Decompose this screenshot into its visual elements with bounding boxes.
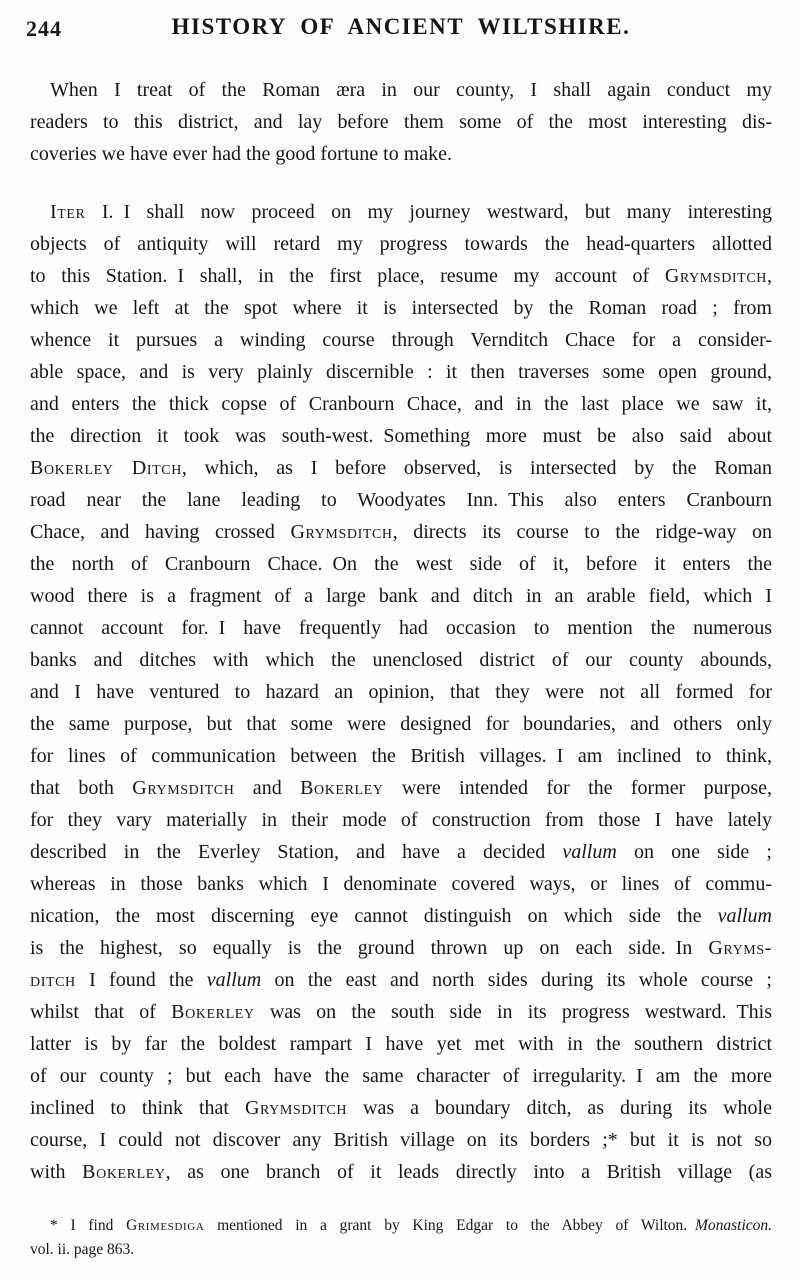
text-body <box>30 74 772 1188</box>
text-segment: , directs its course to the ridge-way on <box>392 521 773 543</box>
text-segment: with <box>30 1161 83 1183</box>
text-line <box>30 676 772 708</box>
text-segment: I found the <box>75 969 207 991</box>
text-segment: that both <box>30 777 133 799</box>
text-segment: latter is by far the boldest rampart I have yet met with in the southern district <box>30 1033 772 1055</box>
text-line <box>30 260 772 292</box>
text-line <box>30 708 772 740</box>
small-caps-text: ditch <box>30 969 76 991</box>
small-caps-text: Grimesdiga <box>126 1217 205 1234</box>
text-segment: vol. ii. page 863. <box>30 1241 135 1258</box>
text-segment: whilst that of <box>30 1001 172 1023</box>
text-segment: on the east and north sides during its whole course ; <box>261 969 772 991</box>
text-line <box>30 106 772 138</box>
small-caps-text: Grymsditch <box>132 777 235 799</box>
text-segment: the direction it took was south-west. Something more must be also said about <box>30 425 772 447</box>
text-line <box>30 836 772 868</box>
text-segment: is the highest, so equally is the ground thrown up on each side. In <box>30 937 709 959</box>
text-line <box>30 964 772 996</box>
text-segment: inclined to think that <box>30 1097 245 1119</box>
footnote-line <box>30 1214 772 1238</box>
text-segment: , which, as I before observed, is intersected by the Roman <box>181 457 773 479</box>
text-line <box>30 804 772 836</box>
text-line <box>30 868 772 900</box>
small-caps-text: Grymsditch <box>290 521 393 543</box>
text-segment: the north of Cranbourn Chace. On the west side of it, before it enters the <box>30 553 772 575</box>
text-line <box>30 1156 772 1188</box>
text-segment: on one side ; <box>616 841 772 863</box>
text-segment: , as one branch of it leads directly into a British village (as <box>165 1161 772 1183</box>
text-line <box>30 228 772 260</box>
text-line <box>30 612 772 644</box>
text-segment: readers to this district, and lay before them some of the most interesting dis- <box>30 111 772 133</box>
italic-text: vallum <box>717 905 772 927</box>
text-segment: whence it pursues a winding course through Vernditch Chace for a consider- <box>30 329 772 351</box>
page-header <box>26 14 772 48</box>
italic-text: vallum <box>206 969 262 991</box>
small-caps-text: Iter <box>50 201 86 223</box>
small-caps-text: Bokerley <box>300 777 384 799</box>
text-segment: of our county ; but each have the same character of irregularity. I am the more <box>30 1065 772 1087</box>
small-caps-text: Gryms- <box>708 937 772 959</box>
text-segment: Chace, and having crossed <box>30 521 291 543</box>
text-line <box>30 356 772 388</box>
text-line <box>30 138 772 170</box>
text-line <box>30 740 772 772</box>
text-segment: which we left at the spot where it is intersected by the Roman road ; from <box>30 297 772 319</box>
text-line <box>30 932 772 964</box>
text-segment: to this Station. I shall, in the first place, resume my account of <box>30 265 665 287</box>
paragraph <box>30 196 772 1188</box>
text-line <box>30 74 772 106</box>
small-caps-text: Bokerley Ditch <box>30 457 182 479</box>
text-line <box>30 772 772 804</box>
text-line <box>30 580 772 612</box>
text-segment: coveries we have ever had the good fortune to make. <box>30 143 453 165</box>
text-line <box>30 1124 772 1156</box>
text-line <box>30 324 772 356</box>
text-segment: for they vary materially in their mode of construction from those I have lately <box>30 809 772 831</box>
text-segment: the same purpose, but that some were designed for boundaries, and others only <box>30 713 772 735</box>
italic-text: vallum <box>562 841 617 863</box>
text-segment: and <box>234 777 301 799</box>
footnote-line <box>30 1238 772 1262</box>
text-segment: nication, the most discerning eye cannot distinguish on which side the <box>30 905 718 927</box>
text-segment: banks and ditches with which the unenclosed district of our county abounds, <box>30 649 772 671</box>
text-line <box>30 644 772 676</box>
text-segment: road near the lane leading to Woodyates Inn. This also enters Cranbourn <box>30 489 772 511</box>
small-caps-text: Grymsditch <box>664 265 767 287</box>
text-line <box>30 900 772 932</box>
text-line <box>30 548 772 580</box>
text-line <box>30 484 772 516</box>
small-caps-text: Grymsditch <box>244 1097 348 1119</box>
italic-text: Monasticon. <box>694 1217 772 1234</box>
text-segment: When I treat of the Roman æra in our county, I shall again conduct my <box>50 79 772 101</box>
text-segment: and enters the thick copse of Cranbourn Chace, and in the last place we saw it, <box>30 393 772 415</box>
text-line <box>30 196 772 228</box>
text-segment: I. I shall now proceed on my journey westward, but many interesting <box>85 201 772 223</box>
text-segment: for lines of communication between the British villages. I am inclined to think, <box>30 745 772 767</box>
text-line <box>30 1060 772 1092</box>
text-segment: wood there is a fragment of a large bank and ditch in an arable field, which I <box>30 585 772 607</box>
text-segment: were intended for the former purpose, <box>383 777 772 799</box>
text-line <box>30 388 772 420</box>
small-caps-text: Bokerley <box>171 1001 255 1023</box>
text-segment: * I find <box>50 1217 127 1234</box>
text-segment: whereas in those banks which I denominate covered ways, or lines of commu- <box>30 873 772 895</box>
text-line <box>30 452 772 484</box>
text-segment: able space, and is very plainly discernible : it then traverses some open ground, <box>30 361 772 383</box>
paragraph <box>30 74 772 170</box>
text-segment: was on the south side in its progress westward. This <box>254 1001 772 1023</box>
text-segment: described in the Everley Station, and have a decided <box>30 841 563 863</box>
page-title: HISTORY OF ANCIENT WILTSHIRE. <box>171 14 631 39</box>
text-line <box>30 292 772 324</box>
text-segment: was a boundary ditch, as during its whole <box>347 1097 772 1119</box>
text-segment: course, I could not discover any British village on its borders ;* but it is not so <box>30 1129 772 1151</box>
text-line <box>30 1028 772 1060</box>
text-segment: objects of antiquity will retard my progress towards the head-quarters allotted <box>30 233 772 255</box>
text-segment: mentioned in a grant by King Edgar to the Abbey of Wilton. <box>204 1217 695 1234</box>
text-segment: and I have ventured to hazard an opinion, that they were not all formed for <box>30 681 772 703</box>
text-segment: , <box>767 265 772 287</box>
text-line <box>30 996 772 1028</box>
page-number: 244 <box>26 16 62 41</box>
text-line <box>30 1092 772 1124</box>
text-line <box>30 420 772 452</box>
footnote <box>30 1214 772 1262</box>
text-line <box>30 516 772 548</box>
small-caps-text: Bokerley <box>82 1161 166 1183</box>
text-segment: cannot account for. I have frequently had occasion to mention the numerous <box>30 617 772 639</box>
